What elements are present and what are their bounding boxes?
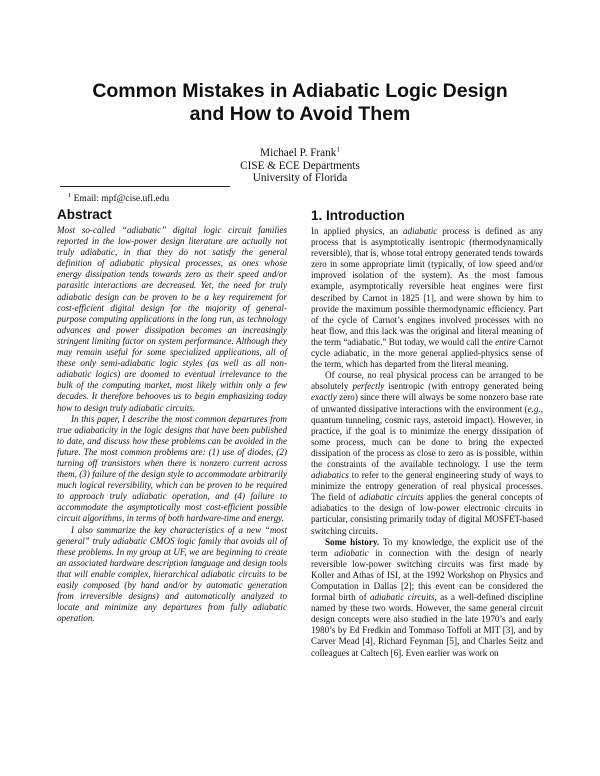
paper-title — [60, 80, 540, 126]
footnote-text: Email: mpf@cise.ufl.edu — [71, 194, 170, 205]
intro-p2-text-a: Of course, no real physical process can be arranged to be absolutely — [311, 370, 543, 392]
intro-p1-emphasis-adiabatic: adiabatic — [402, 226, 438, 236]
abstract-heading: Abstract — [57, 207, 112, 222]
intro-p1-emphasis-entire: entire — [495, 336, 516, 347]
introduction-body — [311, 226, 543, 659]
intro-p2-emphasis-adiabatic-circuits: adiabatic circuits — [359, 492, 424, 503]
intro-p3-run-in-heading: Some history. — [325, 536, 380, 547]
intro-paragraph-2 — [311, 370, 543, 536]
abstract-body — [57, 225, 287, 624]
intro-p1-text-c: Carnot cycle adiabatic, in the more general applied-physics sense of the term, which has departed from the literal meaning. — [311, 336, 544, 370]
intro-p2-text-c: zero) since there will always be some nonzero base rate of unwanted dissipative interactions with the environment ( — [311, 392, 543, 414]
intro-p2-emphasis-perfectly: perfectly — [352, 381, 385, 392]
intro-p3-text-a: To my knowledge, the explicit use of the term — [311, 536, 543, 558]
footnote-mark: 1 — [68, 192, 72, 199]
intro-p1-text-a: In applied physics, an — [311, 226, 403, 236]
author-block — [150, 147, 450, 185]
abstract-paragraph-3: I also summarize the key characteristics of a new “most general” truly adiabatic CMOS logic family that avoids all of these problems. In my group at UF, we are beginning to create an associated hardware description language and design tools that will enable complex, hierarchical adiabatic circuits to be easily composed (by hand and/or by automatic generation from irreversible designs) and automatically analyzed to locate and minimize any departures from fully adiabatic operation. — [57, 524, 287, 624]
introduction-heading: 1. Introduction — [311, 208, 405, 223]
intro-p3-text-b: in connection with the design of nearly reversible low-power switching circuits was first made by Koller and Athas of ISI, at the 1992 Workshop on Physics and Computation in Dallas [2]; this event can be considered the formal birth of — [311, 547, 543, 603]
author-name: Michael P. Frank — [260, 147, 337, 159]
author-name-line — [150, 147, 450, 160]
title-line-1: Common Mistakes in Adiabatic Logic Design — [92, 80, 508, 102]
intro-paragraph-1 — [311, 226, 543, 370]
intro-p3-emphasis-adiabatic-circuits: adiabatic circuits — [369, 592, 435, 603]
intro-p2-emphasis-adiabatics: adiabatics — [311, 470, 349, 481]
affiliation-university: University of Florida — [252, 172, 348, 185]
affiliation-department: CISE & ECE Departments — [240, 159, 360, 172]
intro-p3-text-c: , as a well-defined discipline named by these two words. However, the same general circuit design concepts were also studied in the late 1970’s and early 1980’s by Ed Fredkin and Tommaso Toffoli at MIT [3], and by Carver Mead [4], Richard Feynman [5], and Charles Seitz and colleagues at Caltech [6]. Even earlier was work on — [311, 592, 543, 658]
intro-p2-emphasis-eg: e.g. — [527, 403, 541, 414]
intro-p2-text-f: applies the general concepts of adiabatics to the design of low-power electronic circuits in particular, consisting primarily today of digital MOSFET-based switching circuits. — [311, 492, 543, 536]
intro-p1-text-b: process is defined as any process that is asymptotically isentropic (thermodynamically reversible), that is, whose total entropy generated tends towards zero in some appropriate limit (typically, of low speed and/or improved isolation of the system). As the most famous example, asymptotically reversible heat engines were first described by Carnot in 1825 [1], and were shown by him to provide the maximum possible thermodynamic efficiency. Part of the cycle of Carnot’s engines involved processes with no heat flow, and this lack was the original and literal meaning of the term “adiabatic.” But today, we would call the — [311, 226, 543, 347]
intro-p2-text-b: isentropic (with entropy generated being — [384, 381, 543, 392]
title-line-2: and How to Avoid Them — [189, 103, 411, 125]
footnote-rule — [60, 186, 230, 187]
intro-p2-text-e: to refer to the general engineering study of ways to minimize the entropy generation of real physical processes. The field of — [311, 470, 543, 503]
abstract-paragraph-2: In this paper, I describe the most common departures from true adiabaticity in the logic designs that have been published to date, and discuss how these problems can be avoided in the future. The most common problems are: (1) use of diodes, (2) turning off transistors when there is nonzero current across them, (3) failure of the design style to accommodate arbitrarily much logical reversibility, which can be proven to be required to approach truly adiabatic operation, and (4) failure to accommodate the asymptotically most cost-efficient possible circuit algorithms, in terms of both hardware-time and energy. — [57, 413, 287, 524]
author-footnote-mark: 1 — [336, 145, 340, 154]
intro-p2-text-d: , quantum tunneling, cosmic rays, asteroid impact). However, in practice, if the goal is to minimize the energy dissipation of some process, much can be done to bring the expected dissipation of the process as close to zero as is possible, within the constraints of the available technology. I use the term — [311, 403, 543, 469]
intro-paragraph-3 — [311, 537, 543, 659]
intro-p2-emphasis-exactly: exactly — [311, 392, 337, 403]
intro-p3-emphasis-adiabatic: adiabatic — [334, 547, 369, 558]
abstract-paragraph-1: Most so-called “adiabatic” digital logic circuit families reported in the low-power design literature are actually not truly adiabatic, in that they do not satisfy the general definition of adiabatic physical processes, as ones whose energy dissipation tends towards zero as their speed and/or parasitic interactions are decreased. Yet, the need for truly adiabatic design can be proven to be a key requirement for cost-efficient digital design for the majority of general-purpose computing applications in the long run, as technology advances and power dissipation becomes an increasingly stringent limiting factor on system performance. Although they may remain useful for some specialized applications, all of these only semi-adiabatic logic styles (as well as all non-adiabatic logics) are doomed to eventual irrelevance to the bulk of the computing market, most likely within only a few decades. It therefore behooves us to begin emphasizing today how to design truly adiabatic circuits. — [57, 225, 287, 413]
footnote — [68, 190, 169, 205]
